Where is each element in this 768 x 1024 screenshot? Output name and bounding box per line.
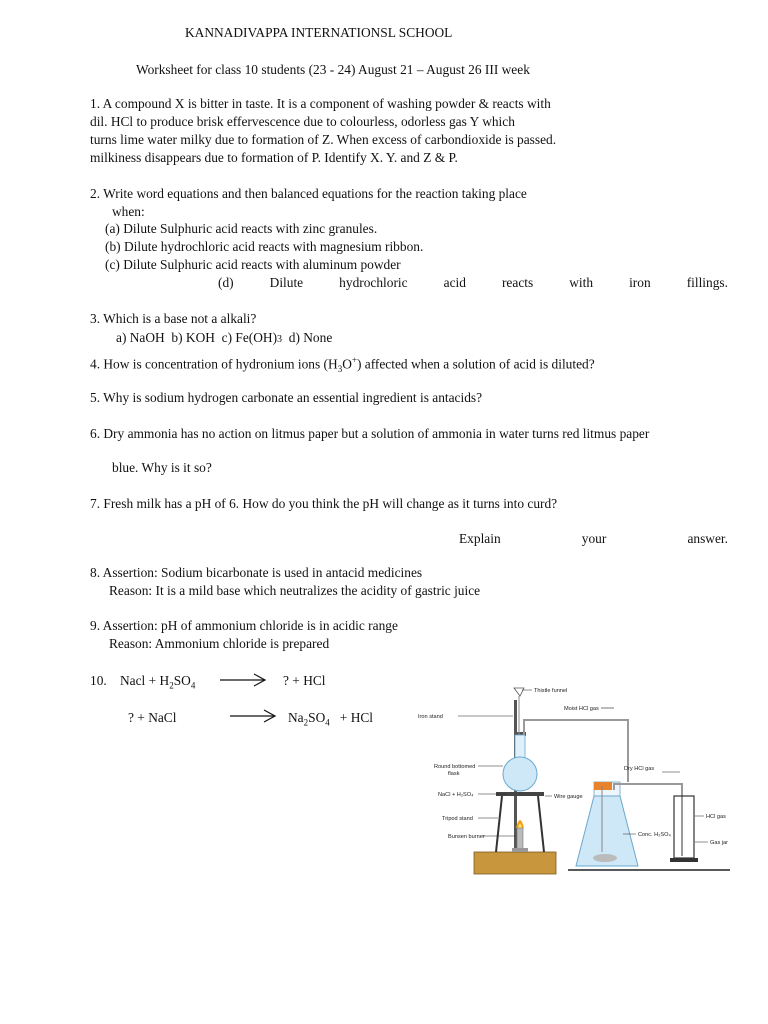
- q7-line2: [459, 530, 728, 547]
- arrow-icon: [228, 708, 278, 724]
- label-conc-h2so4: Conc. H₂SO₄: [638, 832, 671, 838]
- word: your: [581, 531, 607, 546]
- q3-option-b: b) KOH: [171, 330, 215, 345]
- q4-sup: +: [351, 355, 357, 365]
- gas-jar-base: [670, 858, 698, 862]
- label-dry-hcl: Dry HCl gas: [624, 766, 655, 772]
- q10-eq2-left: ? + NaCl: [128, 710, 177, 725]
- q8-reason: Reason: It is a mild base which neutralizes the acidity of gastric juice: [109, 583, 481, 598]
- wooden-base: [474, 852, 556, 874]
- label-iron-stand: Iron stand: [418, 714, 443, 720]
- q6-line: 6. Dry ammonia has no action on litmus paper but a solution of ammonia in water turns red litmus paper: [90, 426, 650, 441]
- eq-sub: 2: [169, 680, 174, 691]
- hcl-preparation-apparatus-diagram: [418, 680, 730, 878]
- q3-option-d: d) None: [288, 330, 333, 345]
- word: fillings.: [686, 275, 728, 290]
- q3-option-c: [222, 330, 282, 345]
- word: hydrochloric: [339, 275, 408, 290]
- q3-text: 3. Which is a base not a alkali?: [90, 311, 257, 326]
- round-bottomed-flask: [503, 757, 537, 791]
- question-5: 5. Why is sodium hydrogen carbonate an essential ingredient is antacids?: [90, 390, 483, 405]
- word: Explain: [459, 531, 501, 546]
- word: with: [569, 275, 594, 290]
- burner-base: [512, 848, 528, 852]
- q1-line: 1. A compound X is bitter in taste. It is a component of washing powder & reacts with: [90, 96, 551, 111]
- label-rb-flask-2: flask: [448, 771, 460, 777]
- q9-reason: Reason: Ammonium chloride is prepared: [109, 636, 330, 651]
- eq-text: SO: [308, 710, 326, 725]
- eq-sub: 2: [303, 717, 309, 728]
- tripod-leg: [496, 796, 502, 852]
- eq-sub: 4: [325, 717, 330, 728]
- word: iron: [629, 275, 651, 290]
- label-thistle-funnel: Thistle funnel: [534, 688, 568, 694]
- bunsen-burner: [517, 828, 523, 850]
- question-4: [90, 352, 595, 378]
- sulphuric-acid-drops: [593, 854, 617, 862]
- eq-sub: 4: [190, 680, 196, 691]
- label-moist-hcl: Moist HCl gas: [564, 706, 599, 712]
- label-nacl-h2so4: NaCl + H₂SO₄: [438, 792, 474, 798]
- eq-text: Nacl + H: [120, 673, 170, 688]
- word: reacts: [501, 275, 534, 290]
- q8-assertion: 8. Assertion: Sodium bicarbonate is used in antacid medicines: [90, 565, 423, 580]
- bottle-stopper: [594, 782, 612, 790]
- q2-option-b: (b) Dilute hydrochloric acid reacts with magnesium ribbon.: [105, 239, 424, 254]
- q2-option-a: (a) Dilute Sulphuric acid reacts with zinc granules.: [105, 221, 378, 236]
- q4-mid: O: [342, 356, 352, 372]
- q2-line: 2. Write word equations and then balanced equations for the reaction taking place: [90, 186, 527, 201]
- school-name: KANNADIVAPPA INTERNATIONSL SCHOOL: [185, 25, 453, 40]
- worksheet-subtitle: Worksheet for class 10 students (23 - 24) August 21 – August 26 III week: [136, 62, 530, 77]
- delivery-tube: [524, 720, 628, 782]
- q4-text: 4. How is concentration of hydronium ions (H: [90, 356, 338, 372]
- tripod-leg: [538, 796, 544, 852]
- q10-number: 10.: [90, 673, 107, 688]
- word: acid: [443, 275, 466, 290]
- label-wire-gauge: Wire gauge: [554, 794, 583, 800]
- arrow-icon: [218, 672, 268, 688]
- q2-line: when:: [112, 204, 145, 219]
- q10-eq1-right: ? + HCl: [283, 673, 326, 688]
- q3-options: [116, 329, 332, 348]
- q6-line: blue. Why is it so?: [112, 460, 212, 475]
- word: Dilute: [269, 275, 304, 290]
- eq-text: Na: [288, 710, 304, 725]
- label-tripod-stand: Tripod stand: [442, 816, 473, 822]
- q3-option-a: a) NaOH: [116, 330, 165, 345]
- word: (d): [218, 275, 234, 290]
- eq-text: + HCl: [339, 710, 374, 725]
- q2-option-d: [218, 274, 728, 291]
- thistle-funnel: [514, 688, 524, 696]
- q4-sub: 3: [337, 364, 343, 375]
- q1-line: milkiness disappears due to formation of P. Identify X. Y. and Z & P.: [90, 150, 458, 165]
- label-rb-flask: Round bottomed: [434, 764, 476, 770]
- q2-option-c: (c) Dilute Sulphuric acid reacts with aluminum powder: [105, 257, 401, 272]
- q7-line: 7. Fresh milk has a pH of 6. How do you think the pH will change as it turns into curd?: [90, 496, 558, 511]
- q10-eq2-right: [288, 709, 373, 732]
- word: answer.: [687, 531, 728, 546]
- label-hcl-gas: HCl gas: [706, 814, 726, 820]
- q1-line: dil. HCl to produce brisk effervescence due to colourless, odorless gas Y which: [90, 114, 515, 129]
- q9-assertion: 9. Assertion: pH of ammonium chloride is in acidic range: [90, 618, 398, 633]
- q3-option-c-text: c) Fe(OH): [221, 330, 278, 345]
- eq-text: SO: [173, 673, 191, 688]
- q4-suffix: ) affected when a solution of acid is diluted?: [356, 356, 595, 372]
- label-gas-jar: Gas jar: [710, 840, 729, 846]
- q10-eq1-left: [120, 672, 195, 695]
- q3-option-c-sub: 3: [277, 334, 283, 345]
- label-bunsen-burner: Bunsen burner: [448, 834, 485, 840]
- gas-jar: [674, 796, 694, 858]
- q1-line: turns lime water milky due to formation of Z. When excess of carbondioxide is passed.: [90, 132, 557, 147]
